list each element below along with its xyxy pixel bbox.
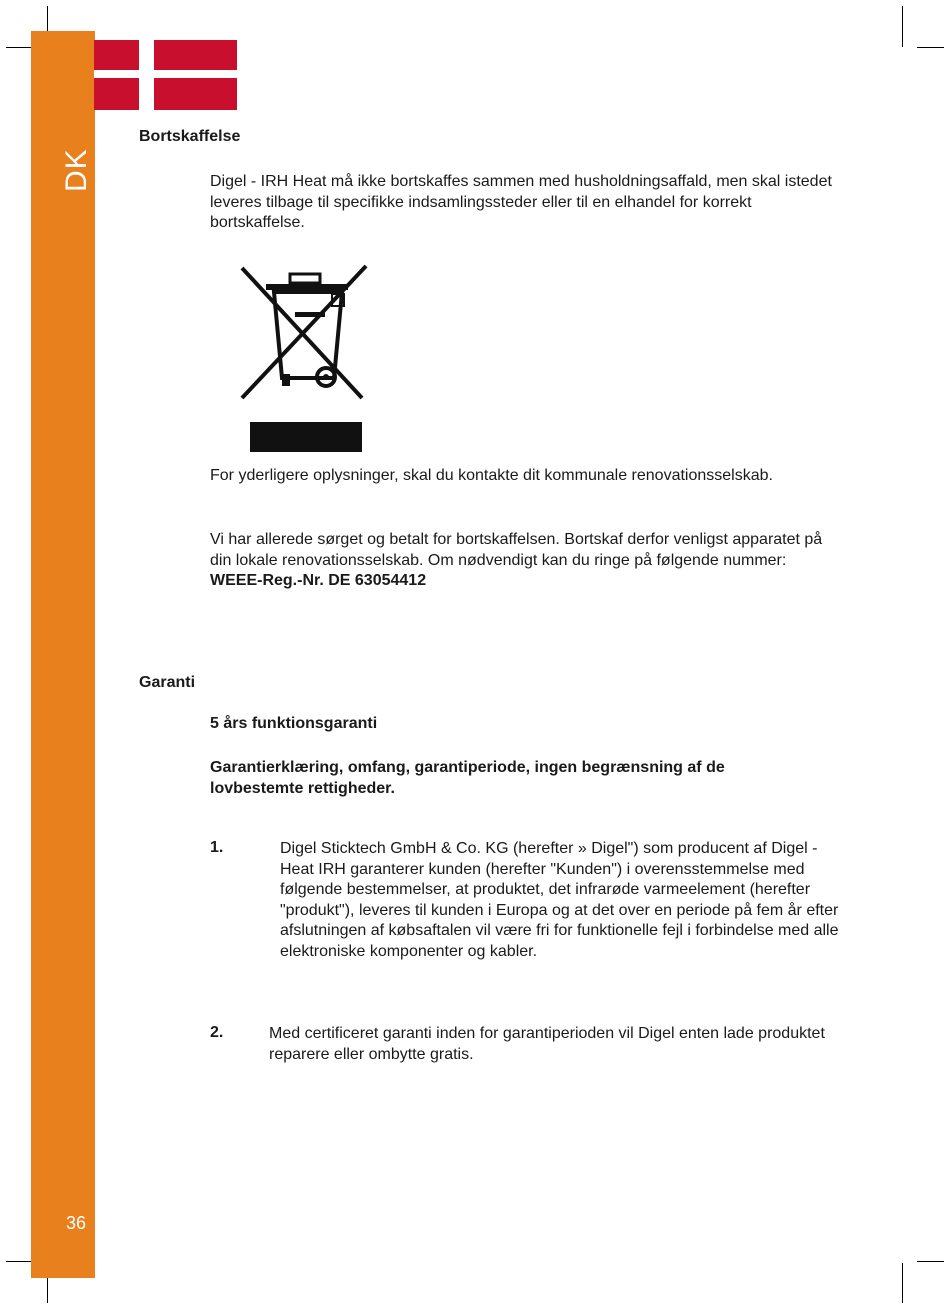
crop-mark (917, 1261, 944, 1262)
warranty-subheading: 5 års funktionsgaranti (210, 715, 378, 732)
list-item: Med certificeret garanti inden for garantiperioden vil Digel enten lade produktet reparere eller ombytte gratis. (269, 1025, 825, 1063)
language-code: DK (60, 148, 93, 192)
section-heading-disposal: Bortskaffelse (139, 128, 241, 145)
crop-mark (6, 47, 32, 48)
crop-mark (902, 6, 903, 47)
sidebar (31, 31, 95, 1278)
crop-mark (917, 47, 944, 48)
warranty-declaration: Garantierklæring, omfang, garantiperiode, ingen begrænsning af de lovbestemte rettigheder. (210, 759, 725, 797)
list-item: Digel Sticktech GmbH & Co. KG (herefter » Digel") som producent af Digel - Heat IRH garanterer kunden (herefter "Kunden") i overensstemmelse med følgende bestemmelser, at produktet, det infrarøde varmeelement (herefter "produkt"), leveres til kunden i Europa og at det over en periode på fem år efter afslutningen af købsaftalen vil være fri for funktionelle fejl i forbindelse med alle elektroniske komponenter og kabler. (280, 840, 839, 960)
weee-registration-number: WEEE-Reg.-Nr. DE 63054412 (210, 572, 427, 589)
page-number: 36 (66, 1213, 87, 1233)
crop-mark (6, 1261, 32, 1262)
danish-flag-icon (94, 40, 237, 110)
disposal-paragraph-3 (210, 530, 840, 592)
disposal-paragraph-1: Digel - IRH Heat må ikke bortskaffes sammen med husholdningsaffald, men skal istedet leveres tilbage til specifikke indsamlingssteder eller til en elhandel for korrekt bortskaffelse. (210, 173, 832, 231)
crop-mark (902, 1263, 903, 1303)
section-heading-warranty: Garanti (139, 674, 196, 691)
crossed-out-wheelie-bin-icon (210, 250, 396, 456)
list-item-number: 1. (210, 839, 224, 856)
disposal-paragraph-3-text: Vi har allerede sørget og betalt for bortskaffelsen. Bortskaf derfor venligst apparatet på din lokale renovationsselskab. Om nødvendigt kan du ringe på følgende nummer: (210, 531, 823, 569)
list-item-number: 2. (210, 1024, 224, 1041)
disposal-paragraph-2: For yderligere oplysninger, skal du kontakte dit kommunale renovationsselskab. (210, 467, 773, 484)
